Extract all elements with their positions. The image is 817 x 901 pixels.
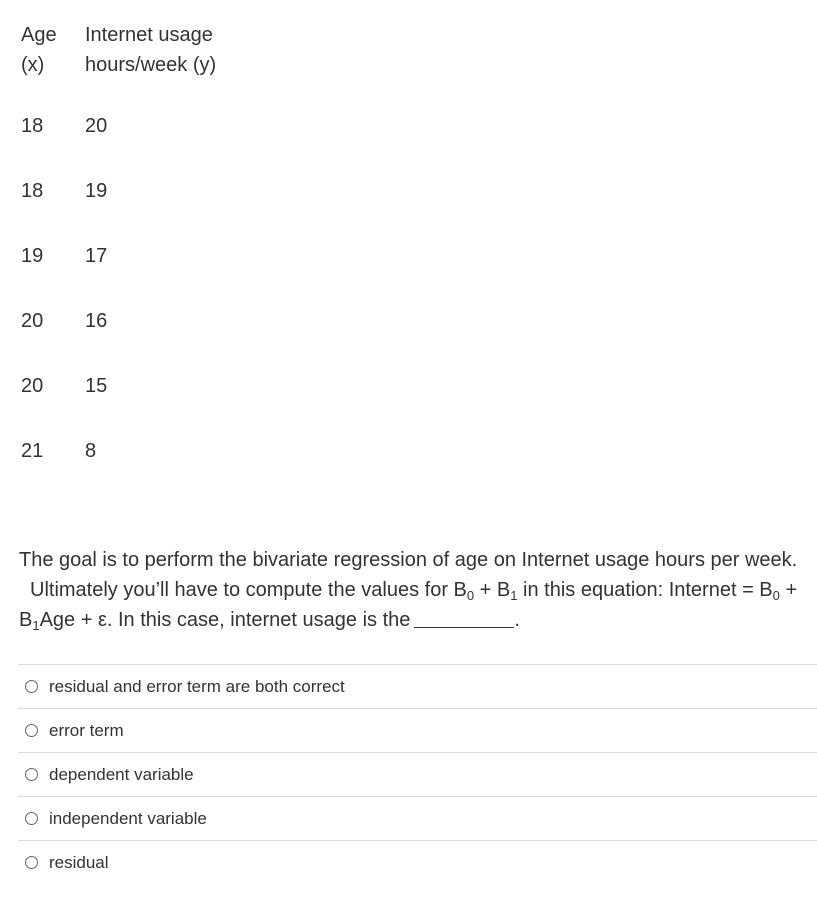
column-header-age (21, 20, 57, 80)
option-error-term[interactable] (18, 708, 817, 752)
radio-button[interactable] (25, 768, 38, 781)
cell-age: 20 (21, 375, 44, 397)
cell-usage: 19 (85, 180, 108, 202)
subscript-one: 1 (510, 588, 518, 603)
question-text-segment: + B (474, 579, 511, 601)
header-age-label: Age (21, 24, 57, 46)
question-text (19, 545, 809, 635)
subscript-zero: 0 (466, 588, 475, 603)
question-text-segment: + (779, 579, 798, 601)
option-independent-variable[interactable] (18, 796, 817, 840)
column-header-internet-usage (85, 20, 216, 80)
cell-usage: 8 (85, 440, 97, 462)
header-usage-label: Internet usage (85, 24, 213, 46)
option-label: residual (49, 852, 109, 872)
question-line-1: The goal is to perform the bivariate regression of age on Internet usage hours per week. (19, 549, 798, 571)
radio-button[interactable] (25, 812, 38, 825)
cell-age: 20 (21, 310, 44, 332)
option-label: independent variable (49, 808, 207, 828)
header-age-var: (x) (21, 54, 45, 76)
table-row (0, 371, 300, 401)
cell-usage: 16 (85, 310, 108, 332)
radio-button[interactable] (25, 724, 38, 737)
cell-age: 19 (21, 245, 44, 267)
answer-blank (414, 607, 514, 628)
question-line-2 (19, 575, 809, 605)
cell-usage: 20 (85, 115, 108, 137)
question-text-segment: Age + ε. In this case, internet usage is the (39, 609, 411, 631)
table-row (0, 241, 300, 271)
option-label: residual and error term are both correct (49, 676, 345, 696)
option-dependent-variable[interactable] (18, 752, 817, 796)
cell-usage: 15 (85, 375, 108, 397)
cell-age: 18 (21, 180, 44, 202)
question-text-segment: . (514, 609, 520, 631)
question-text-segment: B (19, 609, 33, 631)
option-residual-and-error-term[interactable] (18, 664, 817, 708)
table-row (0, 176, 300, 206)
header-usage-var: hours/week (y) (85, 54, 217, 76)
subscript-zero: 0 (772, 588, 780, 603)
radio-button[interactable] (25, 856, 38, 869)
cell-age: 18 (21, 115, 44, 137)
option-residual[interactable] (18, 840, 817, 884)
option-label: error term (49, 720, 124, 740)
option-label: dependent variable (49, 764, 194, 784)
table-row (0, 436, 300, 466)
cell-age: 21 (21, 440, 44, 462)
table-row (0, 306, 300, 336)
question-text-segment: Ultimately you’ll have to compute the values for B (30, 579, 467, 601)
answer-options (18, 664, 817, 884)
subscript-one: 1 (32, 618, 40, 633)
table-row (0, 111, 300, 141)
question-line-3 (19, 605, 809, 635)
radio-button[interactable] (25, 680, 38, 693)
cell-usage: 17 (85, 245, 108, 267)
question-text-segment: in this equation: Internet = B (517, 579, 773, 601)
